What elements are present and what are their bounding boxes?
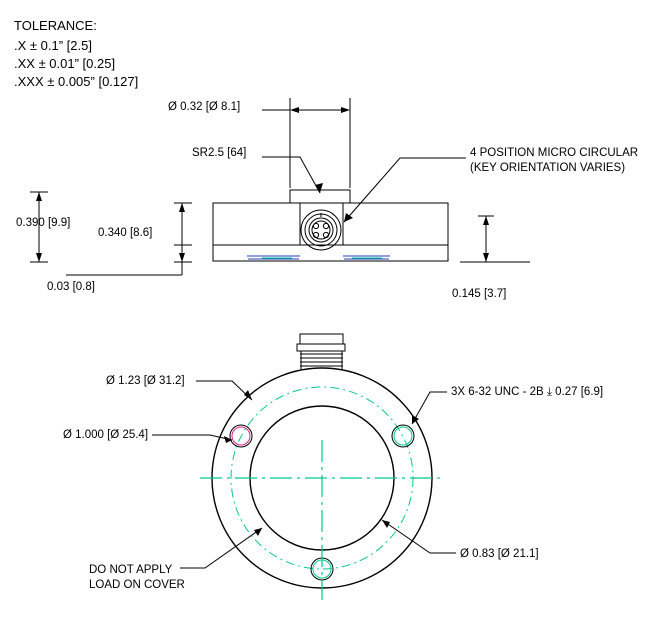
connector-pin-2 [323, 223, 328, 228]
side-view-group [30, 98, 530, 275]
arrow-body-top [179, 203, 185, 212]
connector-ring-2 [309, 218, 333, 242]
connector-pin-1 [313, 223, 318, 228]
label-connector-note-2: (KEY ORIENTATION VARIES) [470, 162, 626, 174]
label-inner-diameter: Ø 0.83 [Ø 21.1] [460, 548, 539, 560]
label-warning-line-2: LOAD ON COVER [89, 579, 185, 591]
connector-ring-1 [305, 214, 337, 246]
arrow-inner-diameter [382, 520, 390, 528]
arrow-boss-left [290, 107, 299, 113]
top-connector-cap [300, 334, 343, 344]
label-thread-note: 3X 6-32 UNC - 2B ⤓ 0.27 [6.9] [451, 386, 604, 398]
side-body-outline [213, 203, 448, 261]
arrow-overall-top [36, 192, 42, 201]
connector-pin-4 [323, 232, 328, 237]
arrow-bolt-circle [224, 436, 232, 443]
tolerance-title: TOLERANCE: [14, 18, 97, 33]
arrow-warning [254, 528, 262, 536]
top-centerlines [200, 440, 444, 600]
label-outer-diameter: Ø 1.23 [Ø 31.2] [106, 375, 185, 387]
arrow-boss-right [341, 107, 350, 113]
top-view-group [152, 334, 456, 600]
label-height-base: 0.145 [3.7] [452, 288, 507, 300]
label-warning-line-1: DO NOT APPLY [89, 564, 173, 576]
tolerance-line-1: .X ± 0.1” [2.5] [14, 38, 92, 53]
label-connector-note-1: 4 POSITION MICRO CIRCULAR [470, 147, 639, 159]
tolerance-line-2: .XX ± 0.01” [0.25] [14, 56, 116, 71]
arrow-base-bottom [483, 253, 489, 262]
top-connector-flange [297, 344, 345, 351]
leader-radius [262, 157, 320, 193]
connector-pin-3 [313, 232, 318, 237]
label-height-body: 0.340 [8.6] [98, 227, 153, 239]
arrow-connector-note [344, 213, 353, 222]
arrow-overall-bottom [36, 253, 42, 262]
label-height-lip: 0.03 [0.8] [47, 281, 95, 293]
tolerance-line-3: .XXX ± 0.005” [0.127] [14, 74, 139, 89]
label-bolt-circle: Ø 1.000 [Ø 25.4] [63, 429, 149, 441]
leader-inner-diameter [382, 520, 456, 553]
leader-outer-diameter [196, 381, 252, 400]
top-connector-threads [300, 351, 343, 370]
leader-warning [180, 528, 262, 568]
arrow-base-top [483, 216, 489, 225]
label-height-overall: 0.390 [9.9] [16, 217, 71, 229]
arrow-thread-note [412, 415, 419, 424]
label-bore-top: Ø 0.32 [Ø 8.1] [168, 101, 241, 113]
label-radius: SR2.5 [64] [192, 147, 247, 159]
